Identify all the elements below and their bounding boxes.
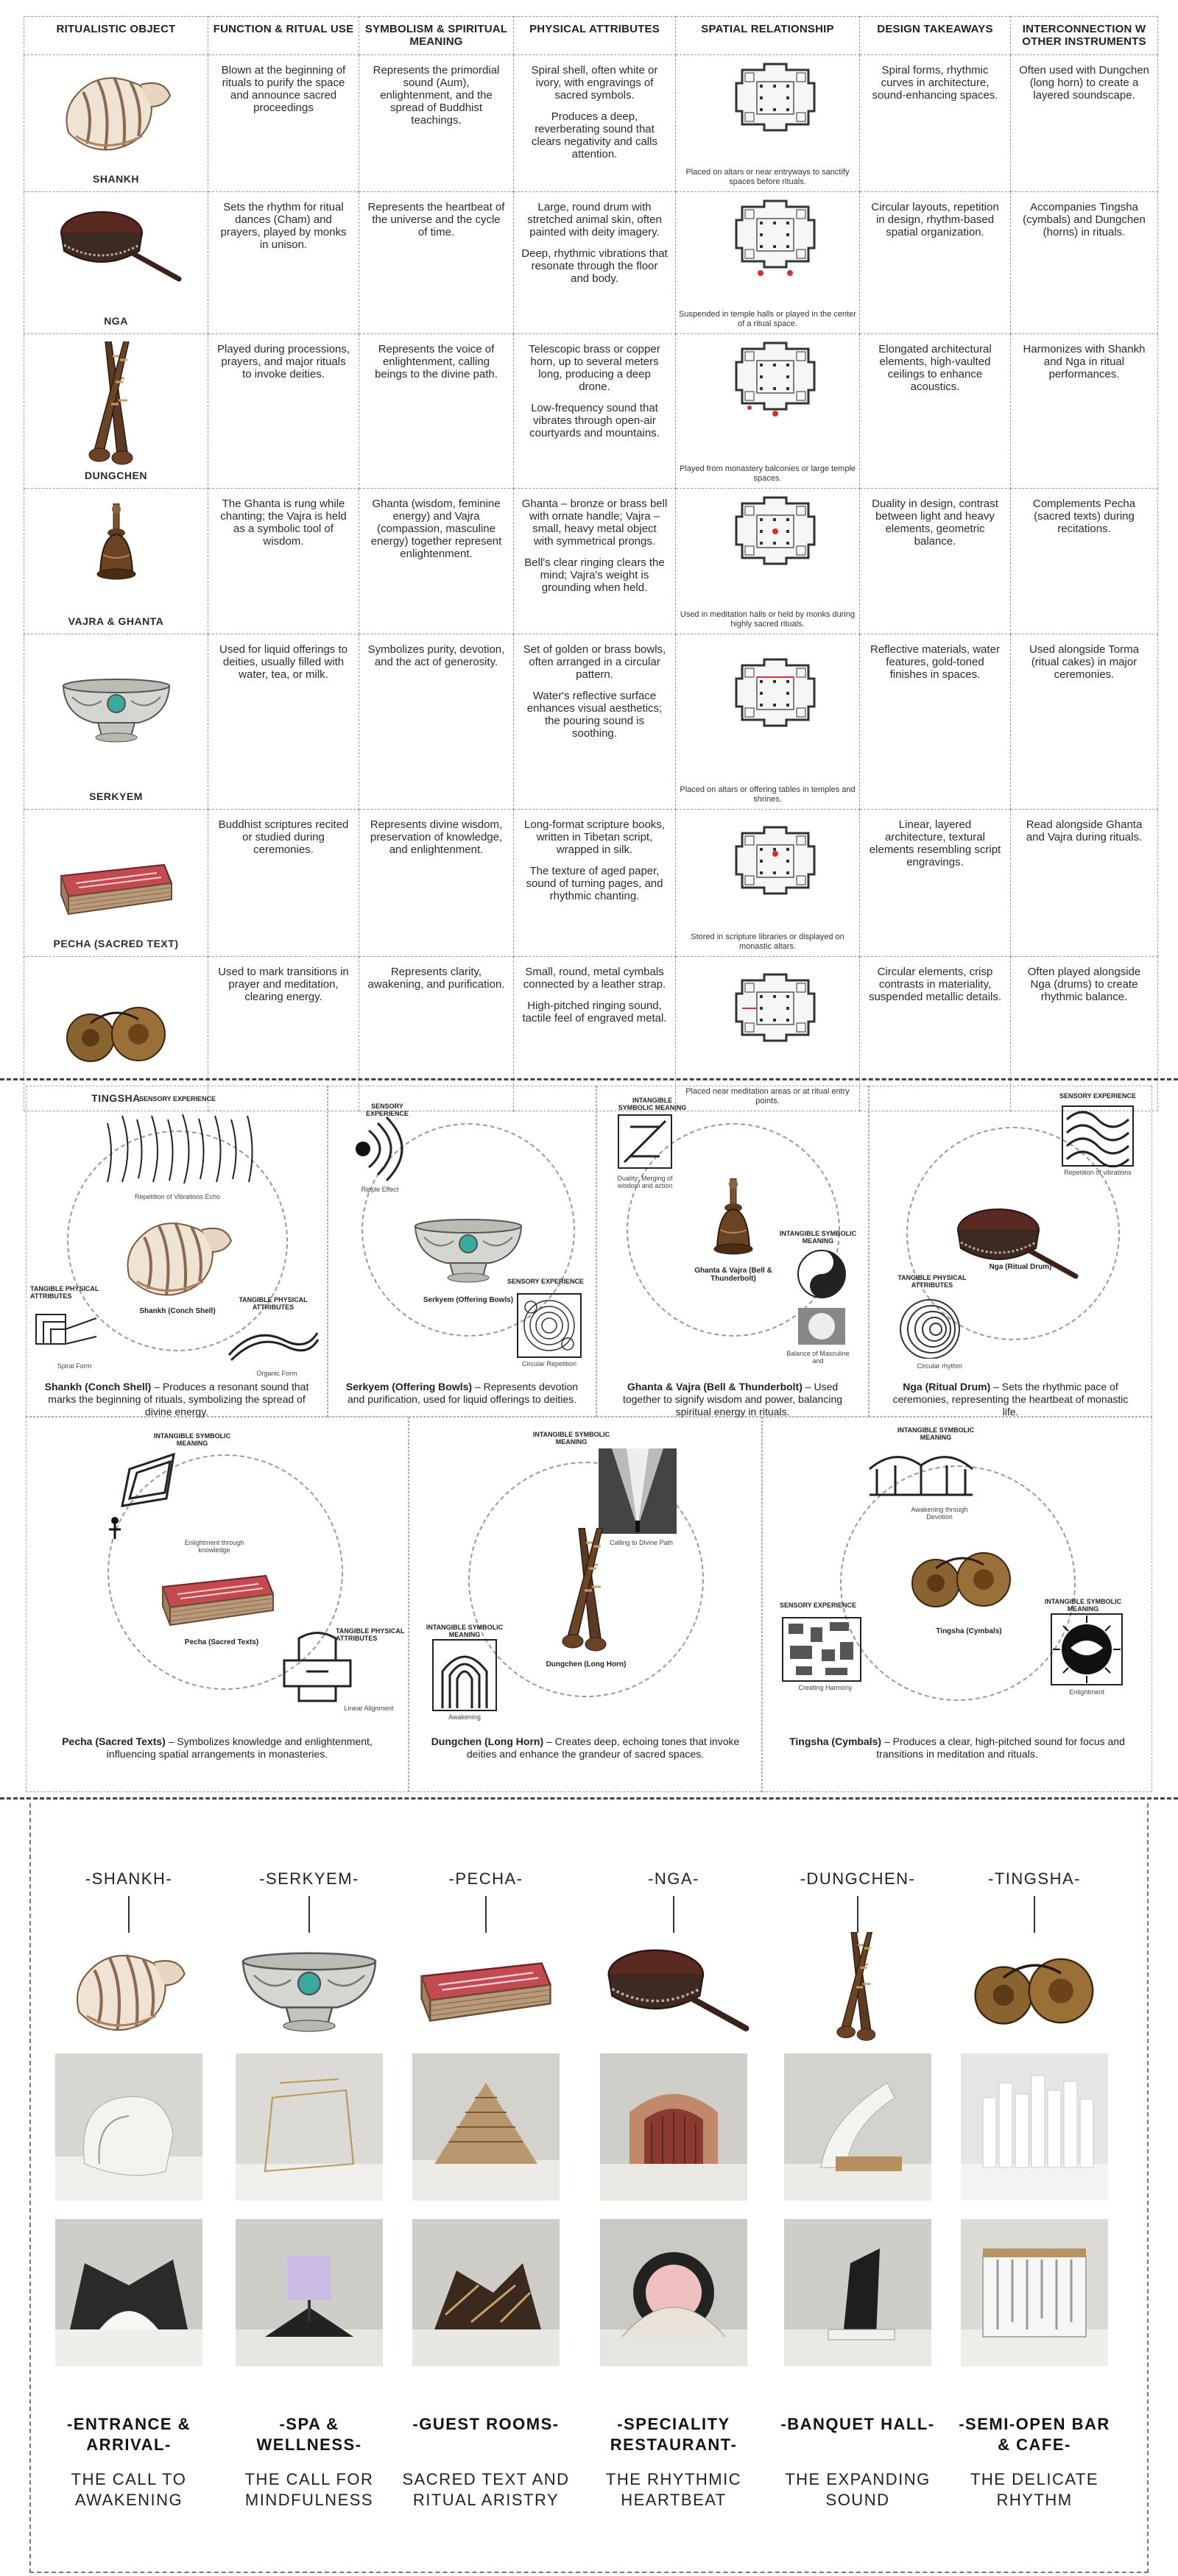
space-column-dungchen	[773, 1803, 942, 2569]
connector-line	[485, 1896, 487, 1933]
floor-plan-icon	[727, 824, 823, 898]
drum-icon	[54, 199, 186, 288]
spaces-section	[0, 1803, 1178, 2576]
spatial-caption: Used in meditation halls or held by monks during highly sacred rituals.	[680, 610, 856, 629]
table-row	[24, 334, 1158, 489]
diagram-center-label: Dungchen (Long Horn)	[546, 1660, 627, 1669]
section-divider	[0, 1797, 1178, 1800]
model-photo	[55, 2219, 202, 2366]
diagram-sublabel: Ripple Effect	[361, 1186, 399, 1193]
harmony-collage-icon	[781, 1616, 862, 1682]
spatial-caption: Placed on altars or near entryways to sanctify spaces before rituals.	[685, 168, 850, 186]
spatial-cell	[676, 634, 860, 810]
space-column-shankh	[44, 1803, 214, 2569]
interconnection-cell: Used alongside Torma (ritual cakes) in major ceremonies.	[1011, 634, 1158, 810]
diagram-caption	[884, 1381, 1137, 1418]
function-cell: Blown at the beginning of rituals to purify the space and announce sacred proceedings	[208, 55, 359, 192]
design-cell: Circular layouts, repetition in design, rhythm-based spatial organization.	[860, 192, 1011, 334]
space-object-title: -PECHA-	[448, 1869, 523, 1888]
bell-icon	[80, 503, 153, 584]
diagram-sublabel: Awakening through Devotion	[911, 1506, 968, 1521]
diagram-label: INTANGIBLE SYMBOLIC MEANING	[1044, 1598, 1122, 1613]
floor-plan-icon	[727, 198, 823, 279]
design-cell: Spiral forms, rhythmic curves in architecture, sound-enhancing spaces.	[860, 55, 1011, 192]
object-cell	[24, 634, 208, 810]
caption-bold: Ghanta & Vajra (Bell & Thunderbolt)	[627, 1381, 803, 1393]
physical-text: Deep, rhythmic vibrations that resonate through the floor and body.	[521, 247, 668, 285]
diagram-sublabel: Creating Harmony	[798, 1684, 853, 1691]
spatial-caption: Placed on altars or offering tables in temples and shrines.	[680, 785, 856, 804]
object-name: SERKYEM	[89, 790, 143, 802]
diagram-label: INTANGIBLE SYMBOLIC MEANING	[153, 1432, 231, 1447]
spatial-caption: Played from monastery balconies or large temple spaces.	[679, 464, 856, 483]
floor-plan-icon	[727, 972, 823, 1045]
diagram-caption	[41, 1381, 312, 1418]
floor-plan-icon	[727, 657, 823, 730]
model-photo	[961, 2053, 1108, 2201]
long-horn-icon	[83, 342, 142, 467]
symbolism-cell: Represents the primordial sound (Aum), enlightenment, and the spread of Buddhist teachings.	[359, 55, 514, 192]
physical-text: Set of golden or brass bowls, often arranged in a circular pattern.	[523, 643, 666, 681]
design-cell: Linear, layered architecture, textural elements resembling script engravings.	[860, 810, 1011, 957]
col-header-design: DESIGN TAKEAWAYS	[860, 17, 1011, 55]
diagram-label: INTANGIBLE SYMBOLIC MEANING	[426, 1624, 504, 1638]
offering-bowl-icon	[409, 1211, 527, 1285]
cymbals-icon	[61, 997, 172, 1071]
space-name: -BANQUET HALL-	[780, 2415, 935, 2433]
cymbals-icon	[968, 1947, 1101, 2035]
model-photo	[236, 2219, 383, 2366]
space-column-serkyem	[225, 1803, 394, 2569]
space-name: -SPA & WELLNESS-	[256, 2415, 362, 2454]
diagram-label: SENSORY EXPERIENCE	[365, 1103, 409, 1117]
caption-text: – Produces a resonant sound that marks the beginning of rituals, symbolizing the spread of divine energy.	[48, 1381, 309, 1418]
connector-line	[1034, 1896, 1035, 1933]
diagram-label: SENSORY EXPERIENCE	[138, 1095, 216, 1103]
space-column-nga	[589, 1803, 758, 2569]
space-name: -SPECIALITY RESTAURANT-	[610, 2415, 738, 2454]
space-name: -SEMI-OPEN BAR & CAFE-	[959, 2415, 1110, 2454]
diagram-label: TANGIBLE PHYSICAL ATTRIBUTES	[336, 1627, 405, 1642]
physical-text: Large, round drum with stretched animal skin, often painted with deity imagery.	[527, 201, 662, 238]
model-photo	[600, 2219, 747, 2366]
diagram-panel-tingsha	[762, 1417, 1152, 1792]
drum-icon	[600, 1936, 755, 2039]
caption-text: – Sets the rhythmic pace of ceremonies, representing the heartbeat of monastic life.	[892, 1381, 1129, 1418]
diagram-label: SENSORY EXPERIENCE	[507, 1278, 585, 1285]
space-theme: SACRED TEXT AND RITUAL ARISTRY	[402, 2470, 570, 2509]
function-cell: Played during processions, prayers, and major rituals to invoke deities.	[208, 334, 359, 489]
diagram-center-label: Pecha (Sacred Texts)	[184, 1638, 259, 1646]
physical-text: Produces a deep, reverberating sound that clears negativity and calls attention.	[532, 110, 657, 160]
connector-line	[128, 1896, 130, 1933]
object-cell	[24, 489, 208, 634]
diagram-label: SENSORY EXPERIENCE	[779, 1602, 857, 1609]
diagram-caption	[424, 1735, 747, 1761]
table-row	[24, 192, 1158, 334]
model-photo	[961, 2219, 1108, 2366]
model-photo	[784, 2219, 931, 2366]
object-name: NGA	[104, 315, 128, 327]
object-name: VAJRA & GHANTA	[68, 615, 164, 627]
diagram-caption	[343, 1381, 581, 1406]
object-cell	[24, 334, 208, 489]
duality-sketch-icon	[616, 1112, 674, 1171]
diagram-sublabel: Awakening	[448, 1713, 481, 1721]
physical-text: Telescopic brass or copper horn, up to several meters long, producing a deep drone.	[529, 343, 660, 393]
model-photo	[412, 2219, 560, 2366]
physical-cell	[514, 55, 676, 192]
long-horn-icon	[557, 1528, 616, 1653]
diagram-panel-shankh	[26, 1086, 328, 1417]
physical-text: Small, round, metal cymbals connected by a leather strap.	[523, 966, 666, 991]
drum-icon	[950, 1197, 1083, 1285]
interconnection-cell: Harmonizes with Shankh and Nga in ritual performances.	[1011, 334, 1158, 489]
diagram-label: TANGIBLE PHYSICAL ATTRIBUTES	[30, 1285, 99, 1300]
space-theme: THE EXPANDING SOUND	[785, 2470, 931, 2509]
conch-shell-icon	[54, 63, 179, 158]
diagram-sublabel: Repetition of Vibrations Echo	[135, 1193, 220, 1200]
model-photo	[412, 2053, 560, 2201]
diagram-center-label: Shankh (Conch Shell)	[139, 1307, 216, 1315]
caption-text: – Creates deep, echoing tones that invoke deities and enhance the grandeur of sacred spaces.	[466, 1735, 740, 1760]
model-photo	[236, 2053, 383, 2201]
design-cell: Duality in design, contrast between light and heavy elements, geometric balance.	[860, 489, 1011, 634]
connector-line	[857, 1896, 858, 1933]
physical-text: High-pitched ringing sound, tactile feel of engraved metal.	[522, 999, 667, 1025]
interconnection-cell: Read alongside Ghanta and Vajra during rituals.	[1011, 810, 1158, 957]
physical-text: Spiral shell, often white or ivory, with engravings of sacred symbols.	[531, 64, 658, 102]
caption-bold: Serkyem (Offering Bowls)	[345, 1381, 473, 1393]
caption-bold: Pecha (Sacred Texts)	[62, 1735, 166, 1747]
diagram-label: TANGIBLE PHYSICAL ATTRIBUTES	[897, 1274, 967, 1289]
physical-text: Water's reflective surface enhances visual aesthetics; the pouring sound is soothing.	[526, 690, 663, 740]
table-row	[24, 810, 1158, 957]
caption-text: – Produces a clear, high-pitched sound for focus and transitions in meditation and rituals.	[876, 1735, 1125, 1760]
spatial-caption: Stored in scripture libraries or displayed on monastic altars.	[691, 933, 844, 951]
diagram-center-label: Nga (Ritual Drum)	[989, 1263, 1052, 1271]
spatial-cell	[676, 489, 860, 634]
interconnection-cell: Often played alongside Nga (drums) to create rhythmic balance.	[1011, 957, 1158, 1111]
caption-text: – Used together to signify wisdom and power, balancing spiritual energy in rituals.	[622, 1381, 843, 1418]
symbolism-cell: Represents divine wisdom, preservation of knowledge, and enlightenment.	[359, 810, 514, 957]
physical-text: Low-frequency sound that vibrates through open-air courtyards and mountains.	[529, 402, 660, 439]
spatial-cell	[676, 334, 860, 489]
table-row	[24, 55, 1158, 192]
spatial-caption: Placed near meditation areas or at ritual entry points.	[685, 1087, 850, 1105]
object-name: DUNGCHEN	[85, 470, 147, 481]
organic-form-icon	[225, 1322, 321, 1366]
diagram-sublabel: Duality: Merging of wisdom and action	[617, 1175, 673, 1189]
spatial-cell	[676, 192, 860, 334]
vibration-sketch-icon	[100, 1108, 262, 1189]
space-object-title: -NGA-	[648, 1869, 699, 1888]
bell-icon	[696, 1178, 770, 1259]
physical-cell	[514, 810, 676, 957]
divine-path-sketch-icon	[597, 1447, 678, 1535]
conch-shell-icon	[55, 1936, 202, 2039]
diagram-sublabel: Balance of Masculine and	[786, 1350, 850, 1365]
ritual-objects-table	[24, 16, 1158, 1111]
diagram-label: INTANGIBLE SYMBOLIC MEANING	[532, 1431, 610, 1446]
design-cell: Elongated architectural elements, high-vaulted ceilings to enhance acoustics.	[860, 334, 1011, 489]
physical-text: The texture of aged paper, sound of turning pages, and rhythmic chanting.	[526, 865, 663, 902]
diagram-sublabel: Spiral Form	[57, 1362, 92, 1370]
symbolism-cell: Symbolizes purity, devotion, and the act of generosity.	[359, 634, 514, 810]
scripture-book-icon	[54, 854, 179, 920]
circular-repetition-icon	[516, 1292, 582, 1359]
interconnection-cell: Often used with Dungchen (long horn) to create a layered soundscape.	[1011, 55, 1158, 192]
floor-plan-icon	[727, 61, 823, 135]
space-theme: THE CALL FOR MINDFULNESS	[244, 2470, 374, 2509]
diagram-panel-dungchen	[409, 1417, 762, 1792]
diagram-caption	[41, 1735, 393, 1761]
scripture-book-icon	[412, 1950, 560, 2028]
long-horn-icon	[784, 1932, 931, 2042]
caption-text: – Symbolizes knowledge and enlightenment, influencing spatial arrangements in monasteries.	[106, 1735, 373, 1760]
spatial-cell	[676, 55, 860, 192]
caption-bold: Shankh (Conch Shell)	[44, 1381, 152, 1393]
diagram-sublabel: Repetition of vibrations	[1064, 1169, 1132, 1176]
object-cell	[24, 192, 208, 334]
diagram-panel-nga	[869, 1086, 1152, 1417]
pavilion-sketch-icon	[866, 1443, 976, 1502]
diagram-caption	[777, 1735, 1137, 1761]
function-cell: Used for liquid offerings to deities, usually filled with water, tea, or milk.	[208, 634, 359, 810]
space-object-title: -TINGSHA-	[988, 1869, 1081, 1888]
spatial-cell	[676, 810, 860, 957]
section-divider	[0, 1078, 1178, 1080]
floor-plan-icon	[727, 495, 823, 568]
space-name: -GUEST ROOMS-	[412, 2415, 560, 2433]
design-cell: Circular elements, crisp contrasts in materiality, suspended metallic details.	[860, 957, 1011, 1111]
col-header-spatial: SPATIAL RELATIONSHIP	[676, 17, 860, 55]
table-row	[24, 489, 1158, 634]
function-cell: The Ghanta is rung while chanting; the Vajra is held as a symbolic tool of wisdom.	[208, 489, 359, 634]
diagram-label: INTANGIBLE SYMBOLIC MEANING	[779, 1230, 857, 1245]
diagram-sublabel: Enlightment through knowledge	[184, 1539, 244, 1554]
object-name: TINGSHA	[91, 1092, 141, 1104]
diagram-panel-pecha	[26, 1417, 409, 1792]
connector-line	[673, 1896, 674, 1933]
ripple-effect-icon	[354, 1116, 413, 1182]
diagram-center-label: Ghanta & Vajra (Bell & Thunderbolt)	[694, 1267, 772, 1283]
diagram-label: SENSORY EXPERIENCE	[1059, 1092, 1137, 1100]
offering-bowl-icon	[236, 1943, 383, 2035]
object-cell	[24, 55, 208, 192]
function-cell: Buddhist scriptures recited or studied during ceremonies.	[208, 810, 359, 957]
symbolism-cell: Represents clarity, awakening, and purification.	[359, 957, 514, 1111]
model-photo	[784, 2053, 931, 2201]
caption-bold: Dungchen (Long Horn)	[431, 1735, 544, 1747]
circular-rhythm-icon	[899, 1292, 965, 1359]
diagram-label: INTANGIBLE SYMBOLIC MEANING	[897, 1426, 975, 1441]
diagram-sublabel: Linear Alignment	[344, 1705, 394, 1712]
function-cell: Sets the rhythm for ritual dances (Cham) and prayers, played by monks in unison.	[208, 192, 359, 334]
symbolism-cell: Represents the heartbeat of the universe and the cycle of time.	[359, 192, 514, 334]
col-header-physical: PHYSICAL ATTRIBUTES	[514, 17, 676, 55]
diagram-center-label: Serkyem (Offering Bowls)	[423, 1296, 514, 1304]
diagram-sublabel: Circular rhythm	[917, 1362, 962, 1370]
physical-cell	[514, 334, 676, 489]
caption-text: – Represents devotion and purification, used for liquid offerings to deities.	[347, 1381, 579, 1405]
space-name: -ENTRANCE & ARRIVAL-	[66, 2415, 191, 2454]
model-photo	[600, 2053, 747, 2201]
object-name: SHANKH	[93, 173, 139, 185]
col-header-symbolism: SYMBOLISM & SPIRITUAL MEANING	[359, 17, 514, 55]
space-theme: THE RHYTHMIC HEARTBEAT	[605, 2470, 742, 2509]
cymbals-icon	[906, 1543, 1017, 1616]
table-row	[24, 634, 1158, 810]
design-cell: Reflective materials, water features, gold-toned finishes in spaces.	[860, 634, 1011, 810]
enlightenment-sketch-icon	[100, 1447, 188, 1543]
diagram-panel-ghanta-vajra	[596, 1086, 869, 1417]
object-cell	[24, 810, 208, 957]
symbolism-cell: Ghanta (wisdom, feminine energy) and Vajra (compassion, masculine energy) together represent enlightenment.	[359, 489, 514, 634]
diagram-sublabel: Circular Repetition	[521, 1360, 577, 1367]
col-header-interconnection: INTERCONNECTION W OTHER INSTRUMENTS	[1011, 17, 1158, 55]
diagram-sublabel: Organic Form	[256, 1370, 297, 1377]
diagram-sublabel: Calling to Divine Path	[609, 1539, 674, 1546]
table-header-row	[24, 17, 1158, 55]
diagram-sublabel: Enlightment	[1069, 1688, 1104, 1696]
model-photo	[55, 2053, 202, 2201]
scripture-book-icon	[155, 1565, 281, 1631]
interconnection-cell: Accompanies Tingsha (cymbals) and Dungchen (horns) in rituals.	[1011, 192, 1158, 334]
conch-shell-icon	[115, 1208, 240, 1303]
awakening-arch-icon	[431, 1638, 498, 1712]
diagram-label: INTANGIBLE SYMBOLIC MEANING	[618, 1097, 687, 1111]
interconnection-cell: Complements Pecha (sacred texts) during recitations.	[1011, 489, 1158, 634]
col-header-object: RITUALISTIC OBJECT	[24, 17, 208, 55]
linear-plan-icon	[269, 1631, 365, 1705]
caption-bold: Tingsha (Cymbals)	[789, 1735, 882, 1747]
yin-yang-icon	[785, 1245, 858, 1348]
space-theme: THE DELICATE RHYTHM	[970, 2470, 1099, 2509]
floor-plan-icon	[727, 340, 823, 421]
physical-text: Long-format scripture books, written in Tibetan script, wrapped in silk.	[524, 818, 665, 856]
wave-repetition-icon	[1061, 1105, 1135, 1167]
offering-bowl-icon	[57, 671, 175, 745]
diagram-panel-serkyem	[328, 1086, 596, 1417]
space-theme: THE CALL TO AWAKENING	[71, 2470, 187, 2509]
diagram-center-label: Tingsha (Cymbals)	[936, 1627, 1002, 1635]
enlightenment-burst-icon	[1050, 1613, 1124, 1686]
space-column-tingsha	[950, 1803, 1119, 2569]
caption-bold: Nga (Ritual Drum)	[903, 1381, 991, 1393]
space-object-title: -DUNGCHEN-	[800, 1869, 916, 1888]
space-object-title: -SHANKH-	[85, 1869, 173, 1888]
diagram-label: TANGIBLE PHYSICAL ATTRIBUTES	[239, 1296, 308, 1311]
physical-cell	[514, 192, 676, 334]
physical-cell	[514, 634, 676, 810]
physical-cell	[514, 489, 676, 634]
connector-line	[308, 1896, 310, 1933]
physical-text: Bell's clear ringing clears the mind; Vajra's weight is grounding when held.	[524, 556, 665, 594]
spatial-caption: Suspended in temple halls or played in the center of a ritual space.	[679, 310, 856, 328]
space-object-title: -SERKYEM-	[259, 1869, 359, 1888]
function-cell: Used to mark transitions in prayer and meditation, clearing energy.	[208, 957, 359, 1111]
symbolism-cell: Represents the voice of enlightenment, calling beings to the divine path.	[359, 334, 514, 489]
spiral-form-icon	[30, 1300, 104, 1359]
diagram-caption	[612, 1381, 853, 1418]
object-name: PECHA (SACRED TEXT)	[53, 938, 179, 949]
physical-text: Ghanta – bronze or brass bell with ornate handle; Vajra – small, heavy metal object with symmetrical prongs.	[521, 498, 668, 548]
space-column-pecha	[401, 1803, 571, 2569]
col-header-function: FUNCTION & RITUAL USE	[208, 17, 359, 55]
